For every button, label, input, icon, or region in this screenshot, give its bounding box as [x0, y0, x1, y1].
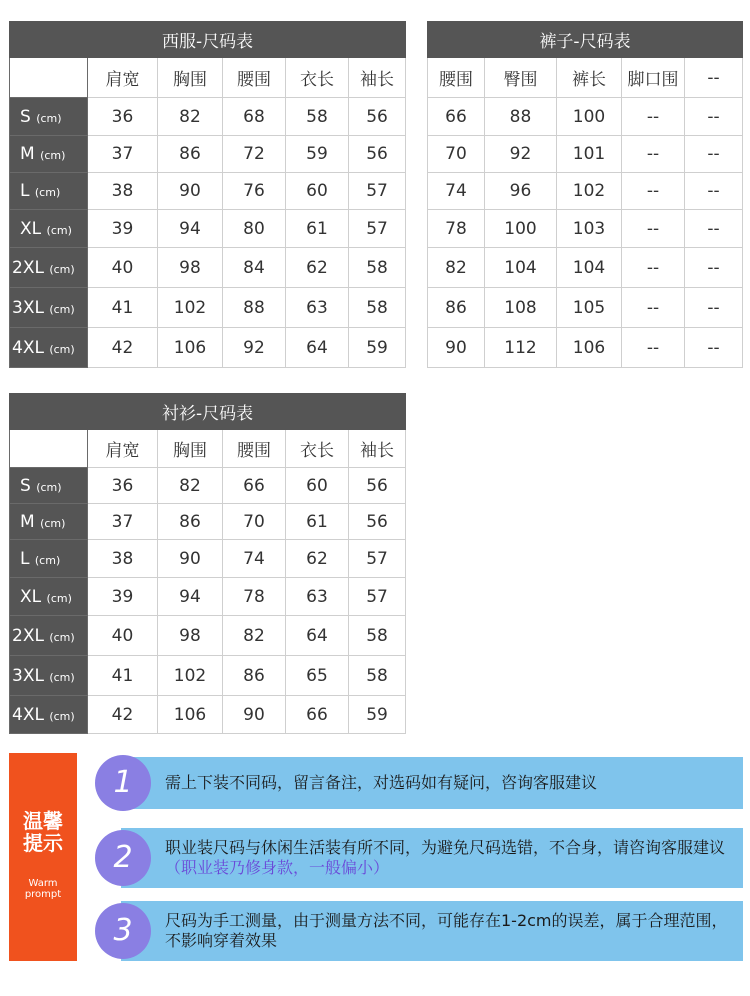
shirt-table-title: 衬衫-尺码表	[10, 394, 406, 430]
size-label	[10, 504, 88, 540]
suit-header-waist: 腰围	[223, 58, 286, 98]
pants-header-hem: 脚口围	[622, 58, 685, 98]
tip-text-main: 尺码为手工测量，由于测量方法不同，可能存在1-2cm的误差，属于合理范围，不影响穿着效果	[165, 911, 728, 950]
shirt-size-table	[9, 393, 406, 734]
size-label	[10, 656, 88, 696]
table-row	[10, 578, 406, 616]
table-cell: 63	[286, 578, 349, 616]
size-unit: (cm)	[49, 630, 75, 644]
table-cell: 105	[557, 288, 622, 328]
table-cell: 66	[286, 696, 349, 734]
table-cell: 58	[349, 288, 406, 328]
table-cell: 66	[223, 468, 286, 504]
table-row	[10, 98, 406, 136]
table-row	[10, 288, 406, 328]
table-cell: 61	[286, 504, 349, 540]
warm-prompt-section	[9, 753, 743, 961]
table-cell: 94	[158, 578, 223, 616]
size-unit: (cm)	[34, 186, 61, 199]
table-cell: 78	[428, 210, 485, 248]
shirt-header-waist: 腰围	[223, 430, 286, 468]
size-unit: (cm)	[49, 342, 75, 356]
table-cell: 80	[223, 210, 286, 248]
table-cell: 66	[428, 98, 485, 136]
table-cell: --	[622, 210, 685, 248]
size-label	[10, 578, 88, 616]
table-row	[428, 98, 743, 136]
size-label	[10, 468, 88, 504]
size-code: M	[20, 144, 35, 164]
size-code: L	[20, 548, 30, 569]
shirt-header-sleeve: 袖长	[349, 430, 406, 468]
table-cell: 64	[286, 616, 349, 656]
table-cell: 58	[349, 248, 406, 288]
table-cell: 86	[158, 504, 223, 540]
table-cell: 58	[286, 98, 349, 136]
size-label	[10, 616, 88, 656]
table-cell: 100	[485, 210, 557, 248]
size-label	[10, 540, 88, 578]
table-cell: 58	[349, 656, 406, 696]
table-cell: 106	[158, 696, 223, 734]
table-cell: --	[685, 288, 743, 328]
shirt-header-chest: 胸围	[158, 430, 223, 468]
size-code: S	[20, 475, 31, 496]
size-label	[10, 173, 88, 210]
table-cell: 86	[223, 656, 286, 696]
table-cell: 36	[88, 98, 158, 136]
table-cell: 41	[88, 288, 158, 328]
table-cell: 90	[158, 540, 223, 578]
table-cell: 106	[557, 328, 622, 368]
table-cell: 94	[158, 210, 223, 248]
table-cell: 76	[223, 173, 286, 210]
size-unit: (cm)	[46, 223, 72, 237]
table-row	[428, 210, 743, 248]
table-row	[428, 173, 743, 210]
table-cell: 63	[286, 288, 349, 328]
table-row	[10, 696, 406, 734]
table-cell: 37	[88, 136, 158, 173]
size-unit: (cm)	[36, 480, 62, 494]
table-cell: --	[622, 248, 685, 288]
table-cell: --	[622, 136, 685, 173]
table-row	[10, 468, 406, 504]
table-cell: 102	[158, 288, 223, 328]
table-cell: 60	[286, 173, 349, 210]
shirt-header-shoulder: 肩宽	[88, 430, 158, 468]
table-cell: 38	[88, 173, 158, 210]
table-cell: 61	[286, 210, 349, 248]
size-label	[10, 288, 88, 328]
table-cell: 104	[485, 248, 557, 288]
table-cell: 36	[88, 468, 158, 504]
table-cell: 38	[88, 540, 158, 578]
table-cell: 102	[158, 656, 223, 696]
size-unit: (cm)	[36, 111, 62, 125]
size-code: L	[20, 181, 30, 201]
table-cell: 57	[349, 578, 406, 616]
table-cell: 59	[349, 696, 406, 734]
table-cell: 82	[158, 468, 223, 504]
table-cell: 62	[286, 540, 349, 578]
table-cell: 98	[158, 248, 223, 288]
shirt-header-length: 衣长	[286, 430, 349, 468]
warm-prompt-title: 温馨 提示	[23, 809, 63, 855]
shirt-header-size: 尺码	[10, 430, 88, 468]
table-cell: 103	[557, 210, 622, 248]
tip-item-2	[95, 828, 743, 888]
table-cell: 82	[428, 248, 485, 288]
table-cell: 37	[88, 504, 158, 540]
size-label	[10, 328, 88, 368]
warm-prompt-label-panel	[9, 753, 77, 961]
table-cell: 104	[557, 248, 622, 288]
table-row	[10, 210, 406, 248]
size-unit: (cm)	[46, 591, 72, 605]
table-cell: 62	[286, 248, 349, 288]
tip-item-1	[95, 753, 743, 813]
table-cell: 68	[223, 98, 286, 136]
table-cell: 72	[223, 136, 286, 173]
tip-item-3	[95, 901, 743, 961]
tip-text-highlight: （职业装乃修身款，一般偏小）	[165, 858, 390, 877]
table-cell: --	[685, 328, 743, 368]
table-cell: 40	[88, 248, 158, 288]
table-row	[428, 248, 743, 288]
size-unit: (cm)	[40, 149, 66, 162]
table-cell: 86	[428, 288, 485, 328]
tip-text	[165, 838, 735, 878]
size-unit: (cm)	[34, 553, 61, 567]
table-cell: 64	[286, 328, 349, 368]
table-cell: 57	[349, 210, 406, 248]
table-cell: --	[685, 248, 743, 288]
table-cell: --	[622, 328, 685, 368]
tip-text	[165, 773, 735, 793]
size-code: 2XL	[12, 625, 44, 646]
table-cell: 39	[88, 578, 158, 616]
table-cell: 82	[223, 616, 286, 656]
suit-table-title: 西服-尺码表	[10, 22, 406, 58]
table-cell: 82	[158, 98, 223, 136]
table-cell: --	[622, 288, 685, 328]
pants-header-hip: 臀围	[485, 58, 557, 98]
tip-text-main: 职业装尺码与休闲生活装有所不同，为避免尺码选错，不合身，请咨询客服建议	[165, 838, 726, 857]
table-cell: 106	[158, 328, 223, 368]
table-row	[10, 616, 406, 656]
suit-header-shoulder: 肩宽	[88, 58, 158, 98]
table-cell: 70	[428, 136, 485, 173]
table-cell: --	[622, 98, 685, 136]
table-cell: 90	[158, 173, 223, 210]
size-label	[10, 98, 88, 136]
size-code: 2XL	[12, 257, 44, 278]
size-code: M	[20, 511, 35, 532]
table-cell: 90	[428, 328, 485, 368]
table-cell: 84	[223, 248, 286, 288]
table-cell: 56	[349, 468, 406, 504]
size-unit: (cm)	[49, 709, 75, 723]
table-cell: 59	[286, 136, 349, 173]
table-cell: 70	[223, 504, 286, 540]
suit-size-table	[9, 21, 406, 368]
table-cell: 57	[349, 173, 406, 210]
table-row	[10, 504, 406, 540]
table-cell: 39	[88, 210, 158, 248]
table-cell: --	[685, 210, 743, 248]
table-cell: 59	[349, 328, 406, 368]
tip-text	[165, 911, 735, 951]
table-cell: 101	[557, 136, 622, 173]
tip-number-badge: 1	[95, 755, 151, 811]
table-cell: 92	[223, 328, 286, 368]
table-cell: 56	[349, 98, 406, 136]
size-code: XL	[20, 218, 42, 239]
size-code: 3XL	[12, 665, 44, 686]
table-cell: 42	[88, 328, 158, 368]
size-code: S	[20, 106, 31, 127]
size-unit: (cm)	[40, 516, 66, 530]
table-cell: 58	[349, 616, 406, 656]
table-cell: 86	[158, 136, 223, 173]
suit-header-size: 尺码	[10, 58, 88, 98]
suit-header-chest: 胸围	[158, 58, 223, 98]
table-cell: --	[685, 98, 743, 136]
pants-header-blank: --	[685, 58, 743, 98]
table-cell: 100	[557, 98, 622, 136]
warm-prompt-subtitle: Warm prompt	[24, 878, 62, 900]
table-row	[428, 328, 743, 368]
table-row	[428, 288, 743, 328]
table-row	[10, 540, 406, 578]
table-cell: --	[685, 173, 743, 210]
table-cell: 41	[88, 656, 158, 696]
pants-header-length: 裤长	[557, 58, 622, 98]
table-row	[428, 136, 743, 173]
table-row	[10, 136, 406, 173]
pants-header-waist: 腰围	[428, 58, 485, 98]
table-cell: --	[685, 136, 743, 173]
table-cell: 96	[485, 173, 557, 210]
pants-size-table	[427, 21, 743, 368]
table-cell: 102	[557, 173, 622, 210]
table-cell: 74	[428, 173, 485, 210]
table-cell: 90	[223, 696, 286, 734]
table-cell: 74	[223, 540, 286, 578]
table-cell: 57	[349, 540, 406, 578]
table-cell: 88	[485, 98, 557, 136]
table-cell: --	[622, 173, 685, 210]
size-code: XL	[20, 586, 42, 607]
size-label	[10, 136, 88, 173]
suit-header-sleeve: 袖长	[349, 58, 406, 98]
table-cell: 98	[158, 616, 223, 656]
table-cell: 78	[223, 578, 286, 616]
table-cell: 60	[286, 468, 349, 504]
pants-table-title: 裤子-尺码表	[428, 22, 743, 58]
table-cell: 92	[485, 136, 557, 173]
table-row	[10, 656, 406, 696]
table-row	[10, 173, 406, 210]
table-row	[10, 248, 406, 288]
size-unit: (cm)	[49, 670, 75, 684]
table-cell: 108	[485, 288, 557, 328]
tip-number-badge: 2	[95, 830, 151, 886]
size-code: 4XL	[12, 337, 44, 358]
size-unit: (cm)	[49, 262, 75, 276]
tip-text-main: 需上下装不同码，留言备注，对选码如有疑问，咨询客服建议	[165, 773, 598, 792]
size-code: 4XL	[12, 704, 44, 725]
size-label	[10, 248, 88, 288]
table-cell: 88	[223, 288, 286, 328]
table-cell: 65	[286, 656, 349, 696]
table-cell: 56	[349, 504, 406, 540]
size-code: 3XL	[12, 297, 44, 318]
table-cell: 42	[88, 696, 158, 734]
size-label	[10, 210, 88, 248]
size-label	[10, 696, 88, 734]
table-cell: 112	[485, 328, 557, 368]
tip-number-badge: 3	[95, 903, 151, 959]
size-unit: (cm)	[49, 302, 75, 316]
suit-header-length: 衣长	[286, 58, 349, 98]
table-cell: 56	[349, 136, 406, 173]
table-cell: 40	[88, 616, 158, 656]
table-row	[10, 328, 406, 368]
